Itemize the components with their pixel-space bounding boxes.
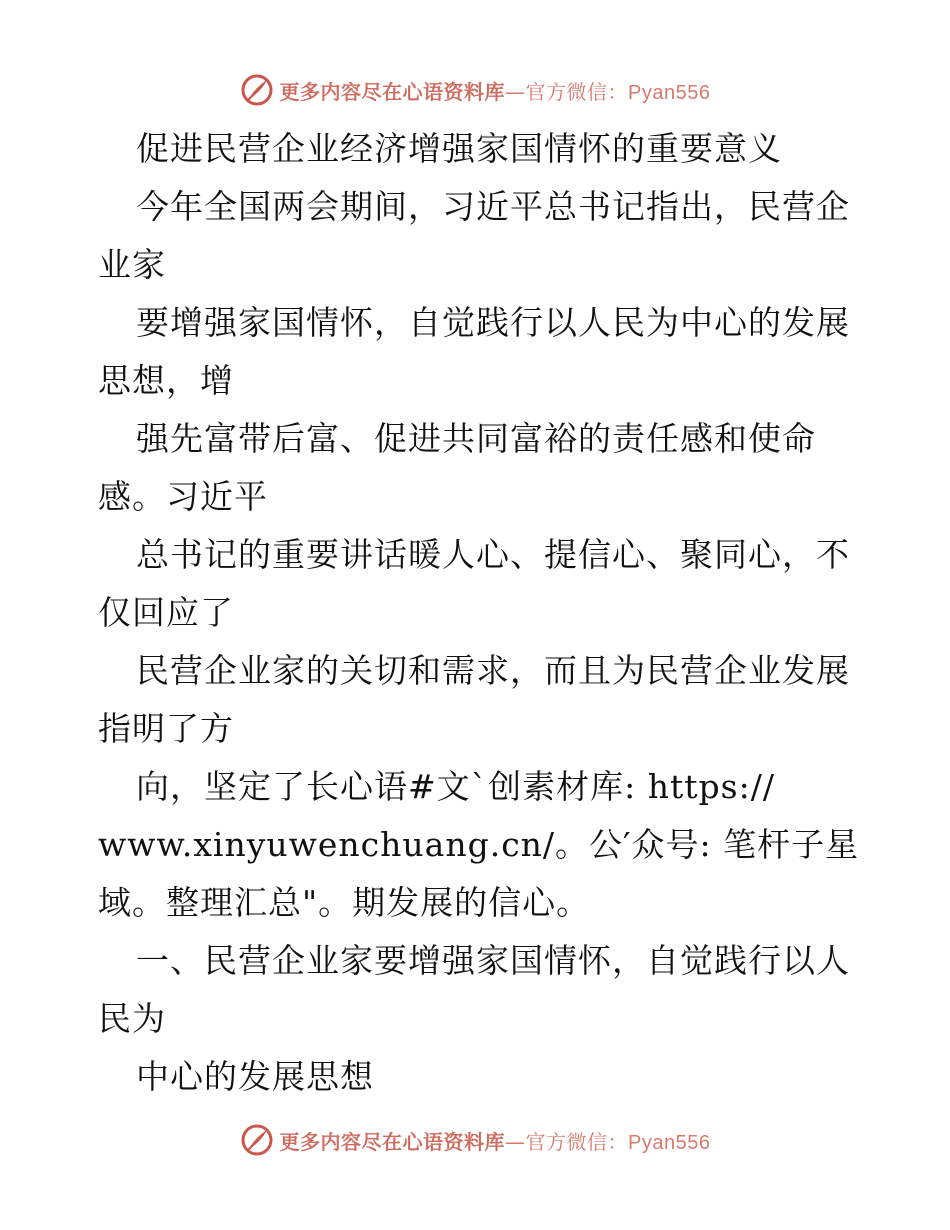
- feather-quill-icon: [240, 73, 274, 107]
- paragraph-line: 要增强家国情怀，自觉践行以人民为中心的发展: [136, 303, 850, 342]
- header-label: 官方微信：: [525, 79, 629, 104]
- footer-banner: [0, 1120, 950, 1160]
- paragraph-line: 总书记的重要讲话暖人心、提信心、聚同心，不: [136, 535, 850, 574]
- footer-banner-text: [280, 1126, 711, 1155]
- paragraph-line: 业家: [98, 245, 166, 284]
- header-separator: —: [505, 79, 526, 104]
- paragraph-line: 指明了方: [98, 709, 234, 748]
- header-wechat-id: Pyan556: [628, 81, 711, 104]
- header-brand: 更多内容尽在心语资料库: [279, 79, 506, 104]
- document-title: 促进民营企业经济增强家国情怀的重要意义: [136, 129, 782, 168]
- feather-quill-icon: [240, 1123, 274, 1157]
- paragraph-line: www.xinyuwenchuang.cn/。公′众号: 笔杆子星: [98, 825, 860, 864]
- footer-banner-inner: [240, 1123, 711, 1157]
- paragraph-line: 感。习近平: [98, 477, 268, 516]
- paragraph-line: 思想，增: [98, 361, 234, 400]
- document-body: [98, 120, 858, 1106]
- paragraph-line: 强先富带后富、促进共同富裕的责任感和使命: [136, 419, 816, 458]
- footer-label: 官方微信：: [525, 1129, 629, 1154]
- footer-separator: —: [505, 1129, 526, 1154]
- paragraph-line: 今年全国两会期间，习近平总书记指出，民营企: [136, 187, 850, 226]
- paragraph-line: 向，坚定了长心语#文`创素材库: https://: [136, 767, 775, 806]
- paragraph-line: 仅回应了: [98, 593, 234, 632]
- paragraph-line: 民营企业家的关切和需求，而且为民营企业发展: [136, 651, 850, 690]
- footer-brand: 更多内容尽在心语资料库: [279, 1129, 506, 1154]
- section-heading-continued: 中心的发展思想: [136, 1057, 374, 1096]
- header-banner-text: [280, 76, 711, 105]
- section-heading-continued: 民为: [98, 999, 166, 1038]
- section-heading: 一、民营企业家要增强家国情怀，自觉践行以人: [136, 941, 850, 980]
- footer-wechat-id: Pyan556: [628, 1131, 711, 1154]
- header-banner-inner: [240, 73, 711, 107]
- header-banner: [0, 70, 950, 110]
- paragraph-line: 域。整理汇总"。期发展的信心。: [98, 883, 591, 922]
